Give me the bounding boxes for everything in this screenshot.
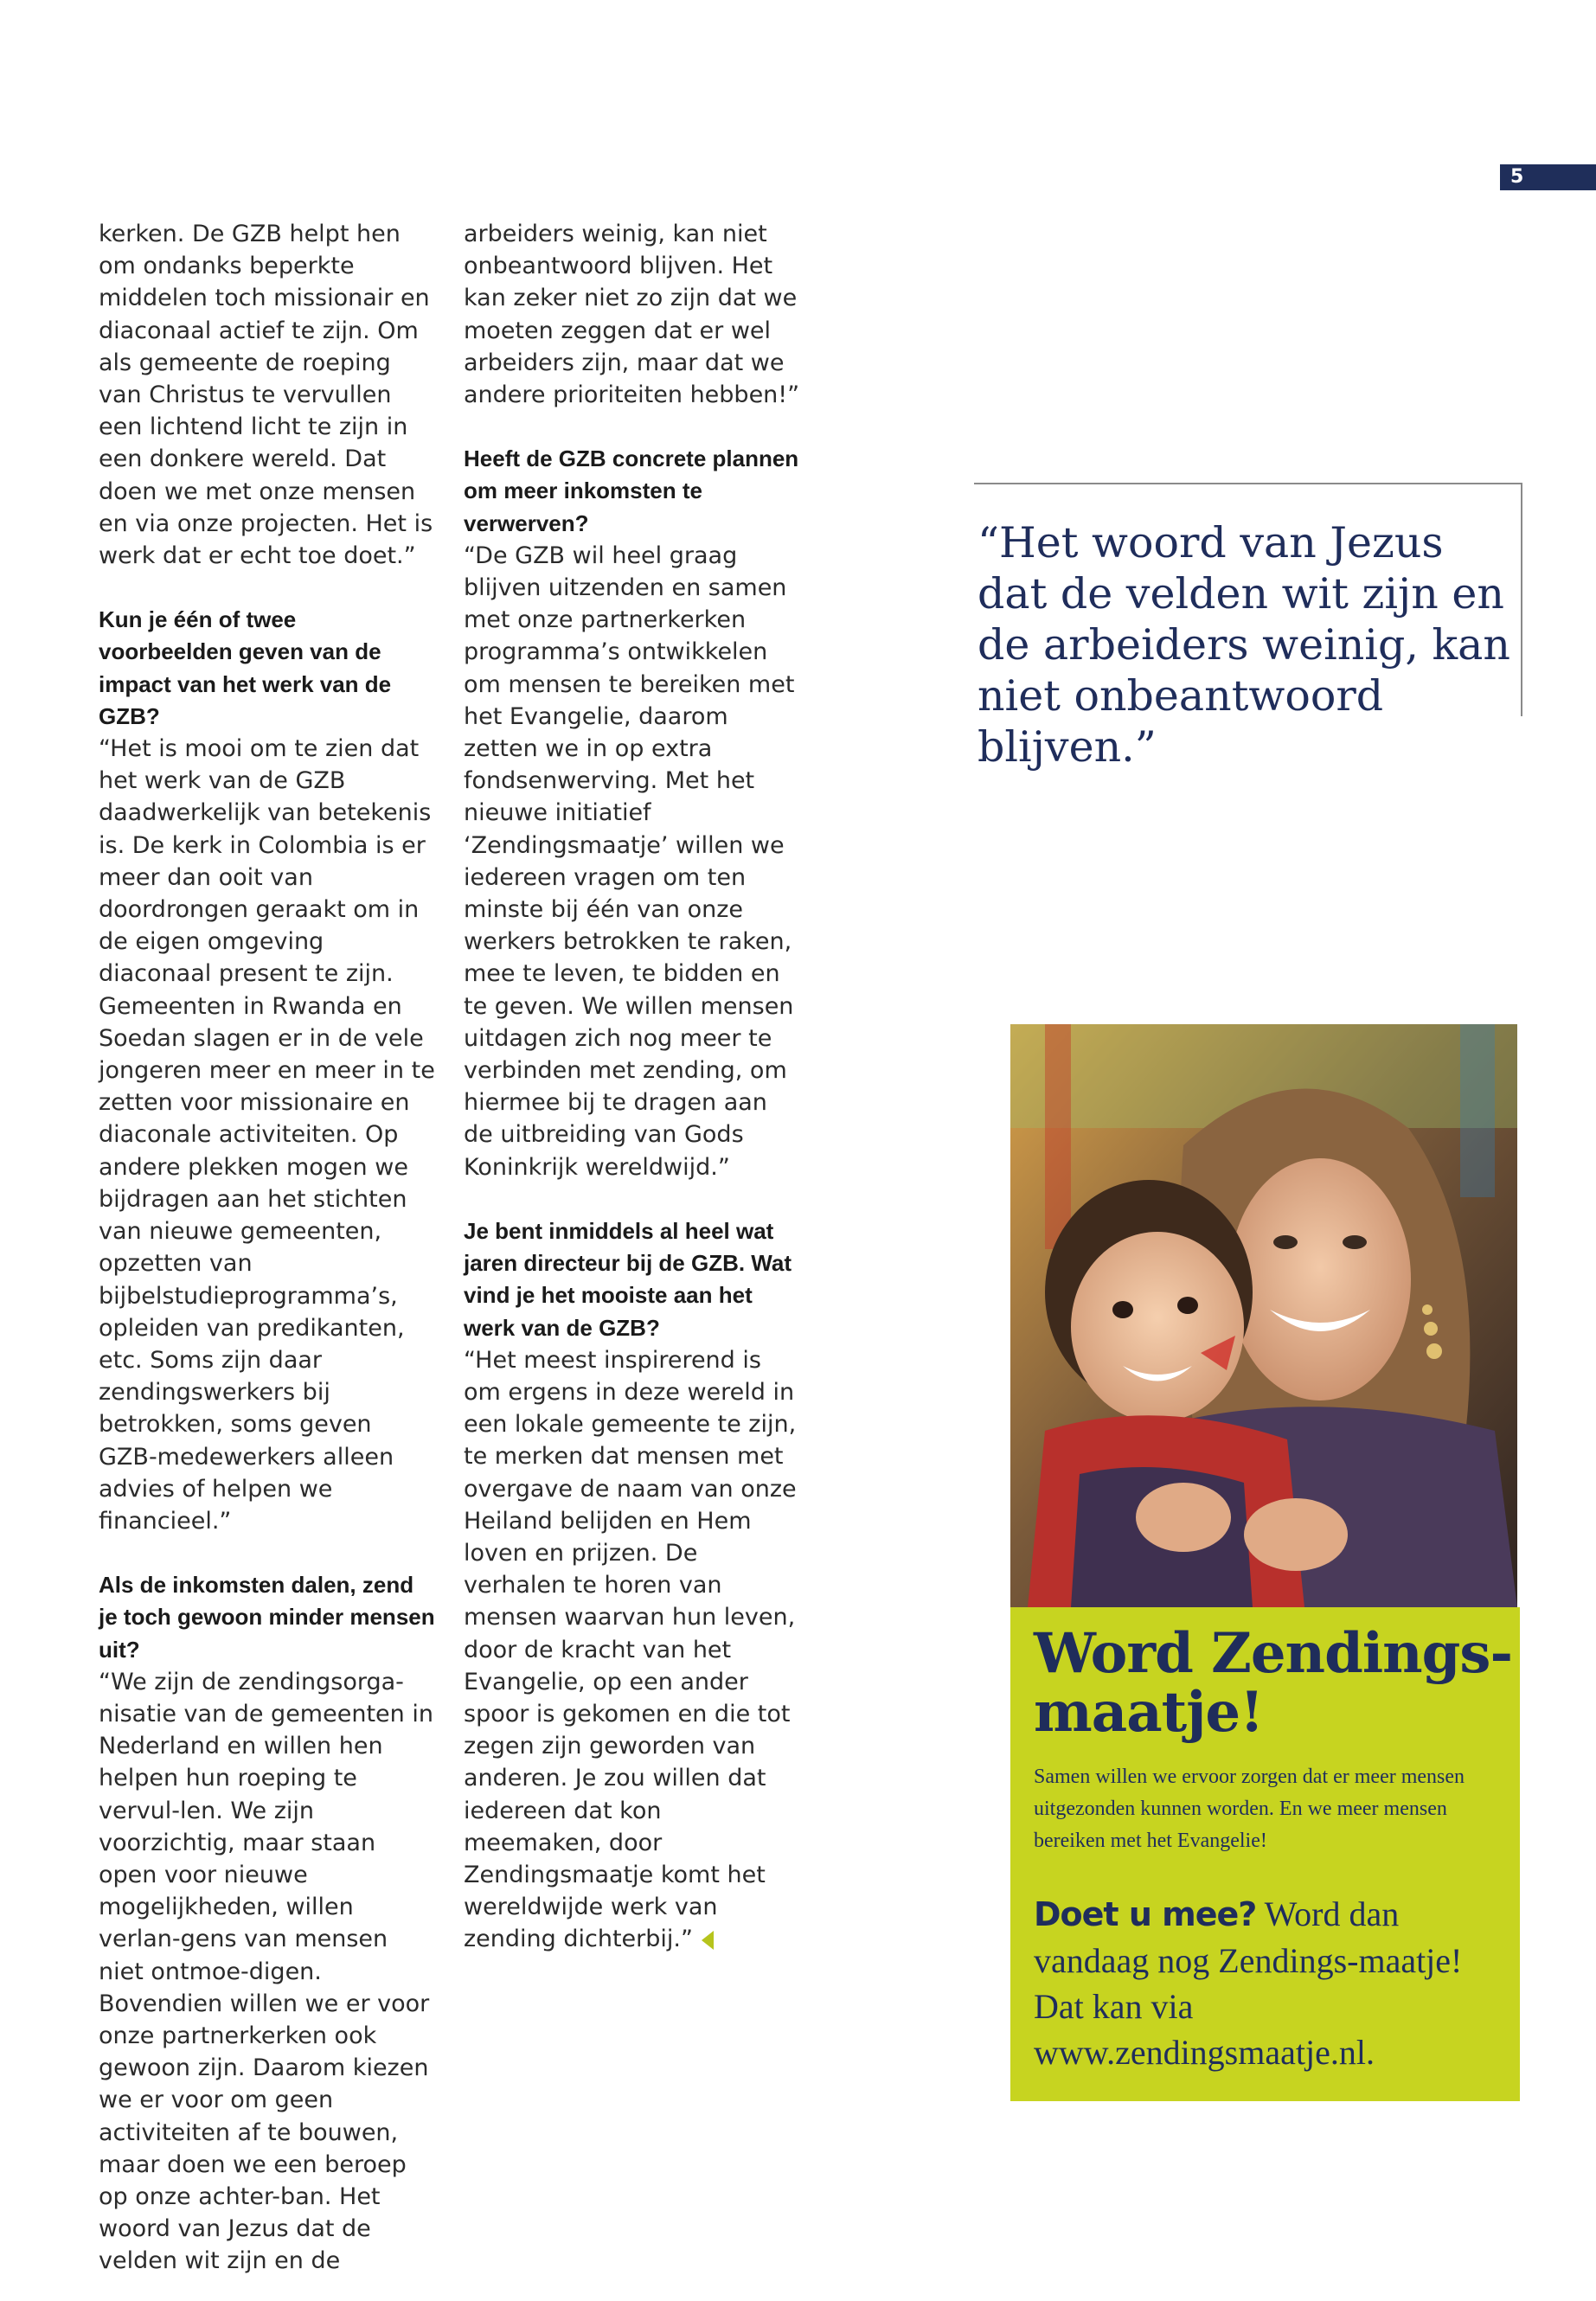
question-heading: Heeft de GZB concrete plannen om meer inkomsten te verwerven? bbox=[464, 445, 799, 536]
article-column-2 bbox=[464, 218, 801, 1956]
question-heading: Je bent inmiddels al heel wat jaren directeur bij de GZB. Wat vind je het mooiste aan het werk van de GZB? bbox=[464, 1217, 792, 1341]
promo-cta bbox=[1034, 1891, 1501, 2075]
promo-title: Word Zendings-maatje! bbox=[1034, 1621, 1512, 1745]
promo-cta-text: Word dan vandaag nog Zendings-maatje! Dat kan via www.zendingsmaatje.nl. bbox=[1034, 1894, 1463, 2072]
answer-text: “Het meest inspirerend is om ergens in deze wereld in een lokale gemeente te zijn, te merken dat mensen met overgave de naam van onze Heiland belijden en Hem loven en prijzen. De verhalen te horen van mensen waarvan hun leven, door de kracht van het Evangelie, op een ander spoor is gekomen en die tot zegen zijn geworden van anderen. Je zou willen dat iedereen dat kon meemaken, door Zendingsmaatje komt het wereldwijde werk van zending dichterbij.” bbox=[464, 1346, 797, 1953]
paragraph-intro: kerken. De GZB helpt hen om ondanks beperkte middelen toch missionair en diaconaal actief te zijn. Om als gemeente de roeping van Christus te vervullen een lichtend licht te zijn in een donkere wereld. Dat doen we met onze mensen en via onze projecten. Het is werk dat er echt toe doet.” bbox=[99, 221, 433, 570]
photo-illustration bbox=[1010, 1024, 1517, 1607]
answer-paragraph-final bbox=[464, 1344, 801, 1956]
pull-quote: “Het woord van Jezus dat de velden wit zijn en de arbeiders weinig, kan niet onbeantwoord blijven.” bbox=[977, 518, 1510, 772]
pull-quote-box bbox=[974, 483, 1522, 772]
promo-cta-bold: Doet u mee? bbox=[1034, 1895, 1257, 1933]
page-number-tab bbox=[1500, 164, 1596, 190]
question-heading: Als de inkomsten dalen, zend je toch gewoon minder mensen uit? bbox=[99, 1572, 435, 1663]
answer-paragraph: “De GZB wil heel graag blijven uitzenden en samen met onze partnerkerken programma’s ontwikkelen om mensen te bereiken met het Evangelie, daarom zetten we in op extra fondsenwerving. Met het nieuwe initiatief ‘Zendingsmaatje’ willen we iedereen vragen om ten minste bij één van onze werkers betrokken te raken, mee te leven, te bidden en te geven. We willen mensen uitdagen zich nog meer te verbinden met zending, om hiermee bij te dragen aan de uitbreiding van Gods Koninkrijk wereldwijd.” bbox=[464, 542, 795, 1181]
promo-box bbox=[1010, 1607, 1520, 2101]
promo-body: Samen willen we ervoor zorgen dat er meer mensen uitgezonden kunnen worden. En we meer mensen bereiken met het Evangelie! bbox=[1034, 1766, 1465, 1852]
answer-paragraph: “Het is mooi om te zien dat het werk van de GZB daadwerkelijk van betekenis is. De kerk in Colombia is er meer dan ooit van doordrongen geraakt om in de eigen omgeving diaconaal present te zijn. Gemeenten in Rwanda en Soedan slagen er in de vele jongeren meer en meer in te zetten voor missionaire en diaconale activiteiten. Op andere plekken mogen we bijdragen aan het stichten van nieuwe gemeenten, opzetten van bijbelstudieprogramma’s, opleiden van predikanten, etc. Soms zijn daar zendingswerkers bij betrokken, soms geven GZB-medewerkers alleen advies of helpen we financieel.” bbox=[99, 735, 435, 1535]
answer-paragraph: “We zijn de zendingsorga-nisatie van de gemeenten in Nederland en willen hen helpen hun roeping te vervul-len. We zijn voorzichtig, maar staan open voor nieuwe mogelijkheden, willen verlan-gens van mensen niet ontmoe-digen. Bovendien willen we er voor onze partnerkerken ook gewoon zijn. Daarom kiezen we er voor om geen activiteiten af te bouwen, maar doen we een beroep op onze achter-ban. Het woord van Jezus dat de velden wit zijn en de bbox=[99, 1668, 433, 2275]
paragraph-intro: arbeiders weinig, kan niet onbeantwoord blijven. Het kan zeker niet zo zijn dat we moeten zeggen dat er wel arbeiders zijn, maar dat we andere prioriteiten hebben!” bbox=[464, 221, 800, 409]
photo-mother-and-child bbox=[1010, 1024, 1517, 1607]
question-heading: Kun je één of twee voorbeelden geven van de impact van het werk van de GZB? bbox=[99, 606, 392, 729]
page-number: 5 bbox=[1510, 166, 1524, 188]
end-of-article-icon bbox=[702, 1931, 714, 1950]
article-column-1 bbox=[99, 218, 436, 2278]
